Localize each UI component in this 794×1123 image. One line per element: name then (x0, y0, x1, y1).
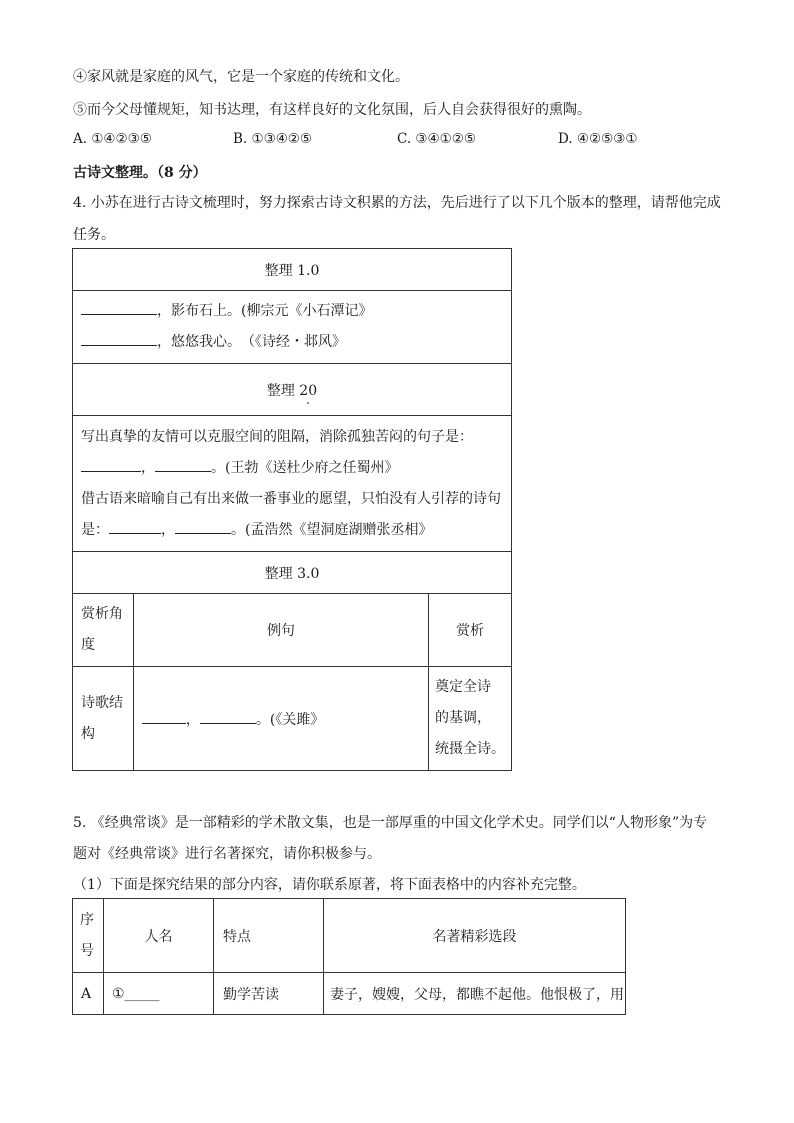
q5-header-trait: 特点 (214, 899, 324, 973)
v1-body (73, 291, 512, 364)
q5-header-excerpt: 名著精彩选段 (324, 899, 626, 973)
v2-line-4: 是： ， 。(孟浩然《望洞庭湖赠张丞相》 (81, 515, 503, 546)
v3-col-example-header: 例句 (133, 594, 428, 667)
q3-option-b: B. ①③④②⑤ (233, 131, 313, 147)
q5-row-a-num: A (73, 973, 104, 1015)
answer-blank[interactable] (81, 457, 141, 472)
v3-header: 整理 3.0 (73, 552, 512, 594)
answer-blank[interactable] (81, 300, 157, 315)
q5-row-a-excerpt: 妻子，嫂嫂，父母，都瞧不起他。他恨极了，用 (324, 973, 626, 1015)
q5-line-2: 题对《经典常谈》进行名著探究，请你积极参与。 (73, 846, 381, 862)
q3-option-d: D. ④②⑤③① (558, 131, 638, 147)
q3-option-a: A. ①④②③⑤ (73, 131, 152, 147)
q5-row-a-trait: 勤学苦读 (214, 973, 324, 1015)
v3-row-analysis: 奠定全诗 的基调， 统摄全诗。 (428, 667, 511, 771)
q3-option-c: C. ③④①②⑤ (397, 131, 476, 147)
q4-prompt-line-2: 任务。 (73, 227, 115, 243)
answer-blank[interactable] (81, 331, 157, 346)
q5-table (72, 898, 626, 1015)
q5-header-name: 人名 (104, 899, 214, 973)
q4-prompt-line-1: 4. 小苏在进行古诗文梳理时，努力探索古诗文积累的方法，先后进行了以下几个版本的整理，请帮他完成 (73, 195, 721, 211)
answer-blank[interactable] (155, 457, 211, 472)
q4-table (72, 248, 512, 771)
v1-header: 整理 1.0 (73, 249, 512, 291)
v3-row-angle: 诗歌结 构 (73, 667, 134, 771)
v3-row-example: ， 。(《关雎》 (133, 667, 428, 771)
stray-dot (307, 402, 309, 404)
answer-blank[interactable] (200, 709, 256, 724)
answer-blank[interactable] (142, 709, 186, 724)
q5-row-a-name[interactable]: ①_____ (104, 973, 214, 1015)
q5-sub-1: （1）下面是探究结果的部分内容，请你联系原著，将下面表格中的内容补充完整。 (73, 877, 586, 893)
answer-blank[interactable] (175, 519, 231, 534)
v3-col-analysis-header: 赏析 (428, 594, 511, 667)
v1-line-2: ，悠悠我心。 （《诗经・邶风》 (81, 327, 503, 358)
q5-header-num: 序 号 (73, 899, 104, 973)
v2-header: 整理 20 (73, 364, 512, 416)
v2-body (73, 416, 512, 552)
v2-line-1: 写出真挚的友情可以克服空间的阻隔，消除孤独苦闷的句子是： (81, 428, 473, 445)
v1-line-1: ，影布石上。(柳宗元《小石潭记》 (81, 296, 503, 327)
section-title: 古诗文整理。（8 分） (73, 165, 207, 181)
v2-line-3: 借古语来暗喻自己有出来做一番事业的愿望，只怕没有人引荐的诗句 (81, 490, 501, 507)
v3-col-angle-header: 赏析角 度 (73, 594, 134, 667)
v2-line-2: ， 。(王勃《送杜少府之任蜀州》 (81, 453, 503, 484)
answer-blank[interactable] (109, 519, 161, 534)
q5-line-1: 5. 《经典常谈》是一部精彩的学术散文集，也是一部厚重的中国文化学术史。同学们以“人物形象”为专 (73, 815, 708, 831)
q3-item-5: ⑤而今父母懂规矩，知书达理，有这样良好的文化氛围，后人自会获得很好的熏陶。 (73, 102, 591, 118)
q3-item-4: ④家风就是家庭的风气，它是一个家庭的传统和文化。 (73, 69, 409, 85)
